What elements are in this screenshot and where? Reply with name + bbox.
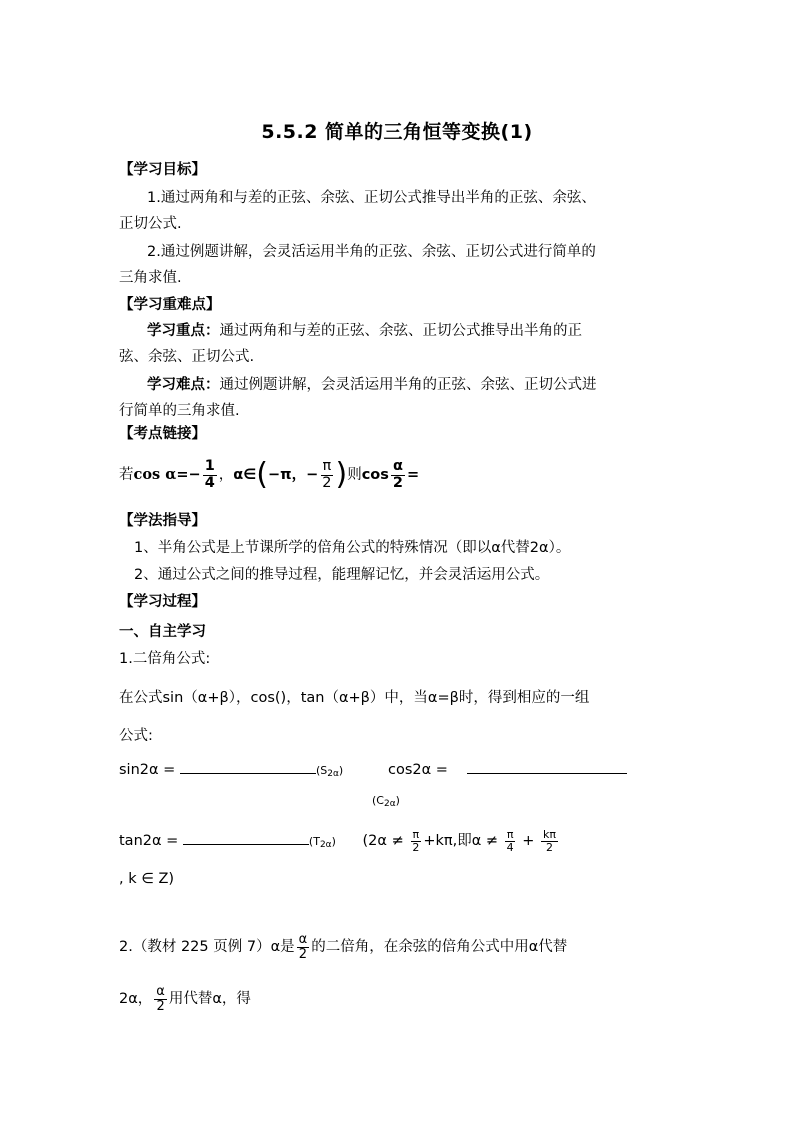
item-2-text-b: 的二倍角，在余弦的倍角公式中用α代替 — [311, 939, 568, 955]
fraction-numerator: kπ — [543, 827, 557, 841]
section-heading-process: 【学习过程】 — [119, 594, 206, 610]
fraction-numerator: α — [392, 458, 403, 475]
fraction-numerator: π — [322, 458, 332, 475]
fraction-denominator: 2 — [546, 840, 554, 854]
item-2-text-a: 2.（教材 225 页例 7）α是 — [119, 939, 295, 955]
fraction-denominator: 2 — [322, 474, 332, 491]
difficulty-line-2: 行简单的三角求值. — [119, 403, 240, 419]
tag-end: ) — [331, 835, 336, 848]
problem-cos-alpha: cos α — [133, 466, 177, 483]
cos-double-angle-row — [388, 759, 627, 780]
fraction-alpha-half — [154, 985, 167, 1013]
method-item-2: 2、通过公式之间的推导过程，能理解记忆，并会灵活运用公式。 — [134, 567, 550, 583]
problem-interval: −π，− — [267, 467, 319, 483]
section-heading-key-points: 【学习重难点】 — [119, 297, 221, 313]
sin-tag — [316, 764, 343, 777]
fraction-pi-half — [320, 459, 333, 490]
fraction-denominator: 2 — [392, 474, 403, 491]
key-point-line-2: 弦、余弦、正切公式. — [119, 349, 255, 365]
tag-text: (C — [372, 794, 384, 807]
tag-subscript: 2α — [327, 769, 339, 779]
key-point-text: 通过两角和与差的正弦、余弦、正切公式推导出半角的正 — [219, 323, 582, 339]
difficulty-text: 通过例题讲解，会灵活运用半角的正弦、余弦、正切公式进 — [219, 377, 597, 393]
condition-fraction-kpi-half — [541, 829, 558, 853]
condition-fraction-pi-quarter — [505, 829, 516, 853]
fraction-alpha-half — [297, 933, 310, 961]
problem-comma: ， — [218, 467, 234, 483]
tan-lhs: tan2α = — [119, 833, 179, 849]
problem-cos: cos — [361, 467, 389, 483]
tag-subscript: 2α — [383, 799, 396, 809]
fraction-denominator: 2 — [412, 840, 420, 854]
condition-end: , k ∈ Z) — [119, 871, 175, 887]
fraction-numerator: 1 — [204, 458, 215, 475]
goal-2-line-2: 三角求值. — [119, 270, 182, 286]
cos-tag — [372, 791, 400, 814]
sin-lhs: sin2α = — [119, 762, 176, 778]
goal-2-line-1: 2.通过例题讲解，会灵活运用半角的正弦、余弦、正切公式进行简单的 — [147, 244, 596, 260]
section-heading-exam-link: 【考点链接】 — [119, 426, 206, 442]
tag-text: (S — [315, 764, 328, 777]
key-point-line-1 — [147, 321, 582, 341]
tag-end: ) — [338, 764, 344, 777]
tag-end: ) — [395, 794, 400, 807]
goal-1-line-2: 正切公式. — [119, 216, 182, 232]
sin-double-angle-row — [119, 759, 343, 784]
item-2-line-2-b: 用代替α，得 — [168, 991, 251, 1007]
tan-answer-blank[interactable] — [183, 830, 309, 845]
problem-eq-neg: =− — [176, 467, 201, 483]
item-1-double-angle: 1.二倍角公式: — [119, 651, 211, 667]
item-2-line-2-a: 2α， — [119, 991, 153, 1007]
fraction-numerator: α — [156, 983, 165, 999]
problem-left-paren: ( — [256, 457, 268, 492]
tag-subscript: 2α — [319, 840, 332, 850]
formula-intro-line-1: 在公式sin（α+β），cos()，tan（α+β）中，当α=β时，得到相应的一组 — [119, 690, 590, 706]
difficulty-label: 学习难点： — [147, 377, 220, 393]
problem-then: 则 — [347, 467, 362, 483]
fraction-alpha-half — [391, 459, 405, 490]
goal-1-line-1: 1.通过两角和与差的正弦、余弦、正切公式推导出半角的正弦、余弦、 — [147, 190, 596, 206]
fraction-denominator: 2 — [298, 946, 308, 962]
cos-answer-blank[interactable] — [467, 759, 627, 774]
problem-right-paren: ) — [335, 457, 348, 492]
key-point-label: 学习重点： — [147, 323, 220, 339]
condition-open: (2α ≠ — [362, 833, 404, 849]
item-2-line-2 — [119, 982, 251, 1016]
condition-fraction-pi-half — [410, 829, 421, 853]
fraction-denominator: 4 — [204, 474, 215, 491]
section-heading-goals: 【学习目标】 — [119, 162, 206, 178]
page-title: 5.5.2 简单的三角恒等变换(1) — [261, 121, 533, 143]
problem-alpha-in: α∈ — [233, 467, 257, 483]
fraction-denominator: 2 — [156, 998, 165, 1014]
sin-answer-blank[interactable] — [180, 759, 316, 774]
tan-double-angle-row — [119, 826, 560, 860]
problem-equals: = — [406, 467, 420, 483]
item-2-line-1 — [119, 930, 567, 964]
fraction-one-quarter — [203, 459, 217, 490]
tan-tag — [309, 835, 336, 848]
exam-link-problem — [119, 455, 419, 495]
fraction-numerator: π — [506, 827, 514, 841]
section-heading-method: 【学法指导】 — [119, 513, 206, 529]
section-heading-self-study: 一、自主学习 — [119, 624, 206, 640]
condition-plus: + — [522, 833, 535, 849]
formula-intro-line-2: 公式: — [119, 728, 153, 744]
method-item-1: 1、半角公式是上节课所学的倍角公式的特殊情况（即以α代替2α）。 — [134, 540, 571, 556]
problem-prefix: 若 — [119, 467, 134, 483]
fraction-numerator: π — [412, 827, 420, 841]
fraction-numerator: α — [298, 931, 308, 947]
condition-middle: +kπ,即α ≠ — [423, 833, 499, 849]
tag-text: (T — [308, 835, 320, 848]
cos-lhs: cos2α = — [388, 762, 448, 778]
difficulty-line-1 — [147, 375, 597, 395]
fraction-denominator: 4 — [506, 840, 514, 854]
